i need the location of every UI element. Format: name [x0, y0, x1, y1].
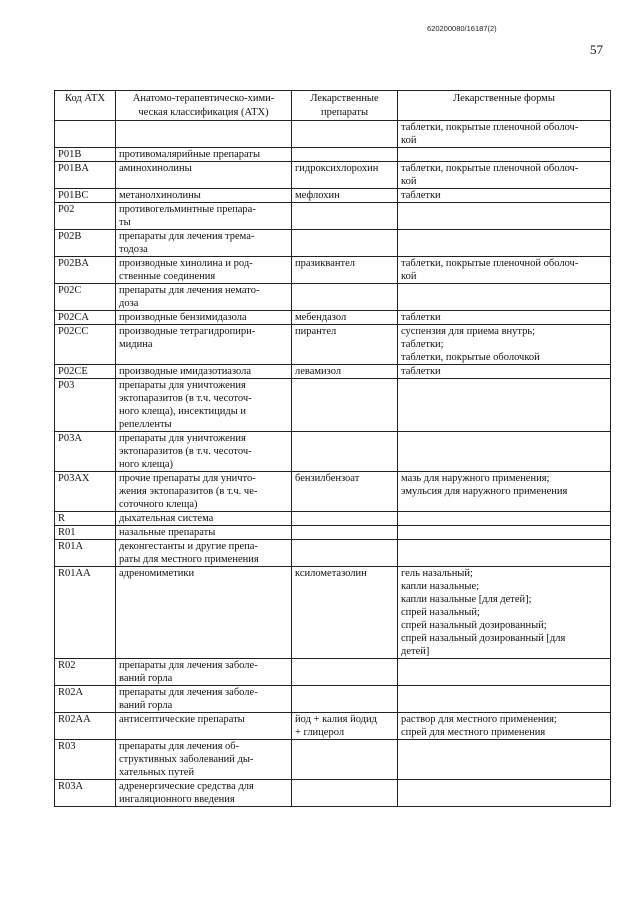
atc-classification-cell: производные бензимидазола — [116, 311, 292, 325]
atc-classification-cell: дыхательная система — [116, 512, 292, 526]
atc-code-cell: R03 — [55, 740, 116, 780]
dosage-form-cell — [398, 512, 611, 526]
table-row — [55, 162, 611, 189]
header-drugs: Лекарственные препараты — [292, 91, 398, 121]
dosage-form-cell — [398, 432, 611, 472]
table-row — [55, 472, 611, 512]
header-atc-classification: Анатомо-терапевтическо-хими- ческая классификация (АТХ) — [116, 91, 292, 121]
header-dosage-forms: Лекарственные формы — [398, 91, 611, 121]
dosage-form-cell — [398, 526, 611, 540]
atc-code-cell — [55, 121, 116, 148]
table-row — [55, 257, 611, 284]
dosage-form-cell — [398, 740, 611, 780]
atc-code-cell: P01B — [55, 148, 116, 162]
dosage-form-cell: таблетки — [398, 365, 611, 379]
atc-classification-cell: препараты для уничтожения эктопаразитов (в т.ч. чесоточ- ного клеща), инсектициды и репелленты — [116, 379, 292, 432]
atc-classification-cell: назальные препараты — [116, 526, 292, 540]
drug-cell: бензилбензоат — [292, 472, 398, 512]
table-header-row — [55, 91, 611, 121]
atc-classification-cell: противогельминтные препара- ты — [116, 203, 292, 230]
atc-classification-cell: препараты для лечения заболе- ваний горла — [116, 659, 292, 686]
atc-code-cell: R02AA — [55, 713, 116, 740]
table-row — [55, 432, 611, 472]
atc-code-cell: P02CA — [55, 311, 116, 325]
atc-code-cell: P01BC — [55, 189, 116, 203]
dosage-form-cell — [398, 148, 611, 162]
dosage-form-cell: гель назальный; капли назальные; капли назальные [для детей]; спрей назальный; спрей назальный дозированный; спрей назальный дозированный [для детей] — [398, 567, 611, 659]
dosage-form-cell — [398, 686, 611, 713]
atc-code-cell: P02C — [55, 284, 116, 311]
drug-cell: гидроксихлорохин — [292, 162, 398, 189]
drug-cell — [292, 148, 398, 162]
drug-cell — [292, 659, 398, 686]
table-row — [55, 780, 611, 807]
atc-classification-cell: производные тетрагидропири- мидина — [116, 325, 292, 365]
dosage-form-cell: таблетки, покрытые пленочной оболоч- кой — [398, 162, 611, 189]
table-row — [55, 325, 611, 365]
atc-classification-cell: прочие препараты для уничто- жения эктопаразитов (в т.ч. че- соточного клеща) — [116, 472, 292, 512]
table-row — [55, 512, 611, 526]
atc-code-cell: P01BA — [55, 162, 116, 189]
table-row — [55, 659, 611, 686]
atc-classification-cell: метанолхинолины — [116, 189, 292, 203]
dosage-form-cell: таблетки, покрытые пленочной оболоч- кой — [398, 257, 611, 284]
table-row — [55, 379, 611, 432]
dosage-form-cell — [398, 379, 611, 432]
atc-code-cell: P02CC — [55, 325, 116, 365]
drug-cell — [292, 512, 398, 526]
atc-classification-cell: производные имидазотиазола — [116, 365, 292, 379]
atc-classification-cell: производные хинолина и род- ственные соединения — [116, 257, 292, 284]
atc-classification-cell: адренергические средства для ингаляционного введения — [116, 780, 292, 807]
drug-cell — [292, 432, 398, 472]
dosage-form-cell — [398, 203, 611, 230]
drug-cell: мефлохин — [292, 189, 398, 203]
document-id: 620200080/16187(2) — [427, 24, 497, 33]
table-row — [55, 526, 611, 540]
dosage-form-cell: суспензия для приема внутрь; таблетки; таблетки, покрытые оболочкой — [398, 325, 611, 365]
atc-code-cell: P02 — [55, 203, 116, 230]
dosage-form-cell — [398, 659, 611, 686]
drug-cell: левамизол — [292, 365, 398, 379]
atc-code-cell: R02 — [55, 659, 116, 686]
drug-cell — [292, 540, 398, 567]
drug-cell — [292, 686, 398, 713]
drug-cell — [292, 203, 398, 230]
header-atc-code: Код АТХ — [55, 91, 116, 121]
atc-code-cell: P03A — [55, 432, 116, 472]
drug-cell: йод + калия йодид + глицерол — [292, 713, 398, 740]
atc-classification-cell: препараты для лечения об- структивных заболеваний ды- хательных путей — [116, 740, 292, 780]
atc-code-cell: R03A — [55, 780, 116, 807]
table-row — [55, 365, 611, 379]
drug-cell — [292, 230, 398, 257]
atc-code-cell: R01AA — [55, 567, 116, 659]
atc-classification-cell: деконгестанты и другие препа- раты для местного применения — [116, 540, 292, 567]
atc-code-cell: R — [55, 512, 116, 526]
dosage-form-cell — [398, 540, 611, 567]
drug-cell — [292, 121, 398, 148]
atc-code-cell: R02A — [55, 686, 116, 713]
drug-cell — [292, 379, 398, 432]
dosage-form-cell: таблетки — [398, 189, 611, 203]
drug-cell — [292, 780, 398, 807]
atc-classification-cell: препараты для лечения трема- тодоза — [116, 230, 292, 257]
atc-code-cell: R01A — [55, 540, 116, 567]
dosage-form-cell: мазь для наружного применения; эмульсия для наружного применения — [398, 472, 611, 512]
atc-code-cell: P03AX — [55, 472, 116, 512]
atc-code-cell: P02B — [55, 230, 116, 257]
drug-cell — [292, 284, 398, 311]
drug-cell: мебендазол — [292, 311, 398, 325]
table-row — [55, 540, 611, 567]
atc-code-cell: P03 — [55, 379, 116, 432]
dosage-form-cell — [398, 780, 611, 807]
table-row — [55, 740, 611, 780]
table-row — [55, 686, 611, 713]
atc-classification-cell: препараты для лечения заболе- ваний горла — [116, 686, 292, 713]
dosage-form-cell: таблетки, покрытые пленочной оболоч- кой — [398, 121, 611, 148]
dosage-form-cell: таблетки — [398, 311, 611, 325]
atc-code-cell: R01 — [55, 526, 116, 540]
page-number: 57 — [590, 42, 603, 57]
drug-cell — [292, 526, 398, 540]
table-row — [55, 203, 611, 230]
table-row — [55, 121, 611, 148]
table-row — [55, 230, 611, 257]
table-row — [55, 189, 611, 203]
drug-cell: пирантел — [292, 325, 398, 365]
dosage-form-cell — [398, 230, 611, 257]
atc-classification-cell: аминохинолины — [116, 162, 292, 189]
table-row — [55, 713, 611, 740]
atc-code-cell: P02BA — [55, 257, 116, 284]
atc-table — [54, 90, 611, 807]
atc-classification-cell: препараты для лечения немато- доза — [116, 284, 292, 311]
dosage-form-cell: раствор для местного применения; спрей для местного применения — [398, 713, 611, 740]
atc-classification-cell: антисептические препараты — [116, 713, 292, 740]
atc-code-cell: P02CE — [55, 365, 116, 379]
drug-cell: ксилометазолин — [292, 567, 398, 659]
table-row — [55, 311, 611, 325]
table-row — [55, 148, 611, 162]
dosage-form-cell — [398, 284, 611, 311]
atc-classification-cell: препараты для уничтожения эктопаразитов (в т.ч. чесоточ- ного клеща) — [116, 432, 292, 472]
drug-cell — [292, 740, 398, 780]
atc-classification-cell: противомалярийные препараты — [116, 148, 292, 162]
drug-cell: празиквантел — [292, 257, 398, 284]
atc-classification-cell: адреномиметики — [116, 567, 292, 659]
table-row — [55, 284, 611, 311]
atc-classification-cell — [116, 121, 292, 148]
table-row — [55, 567, 611, 659]
